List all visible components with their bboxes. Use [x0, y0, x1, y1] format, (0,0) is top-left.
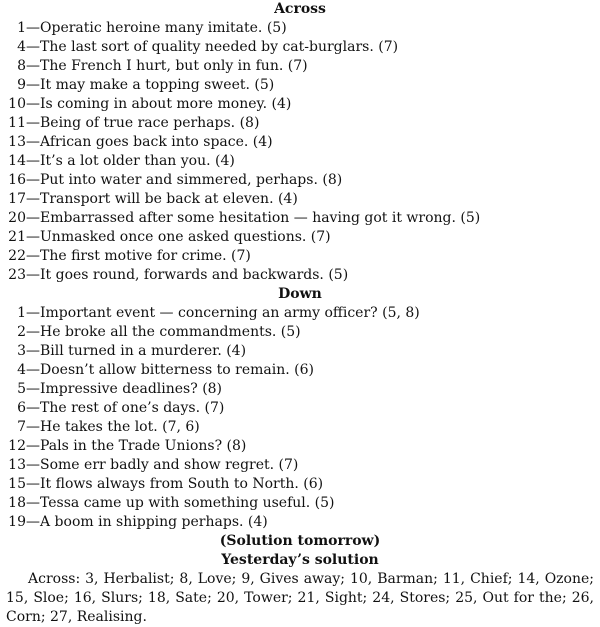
- down-clue-18: [6, 494, 594, 513]
- clue-dash: —: [26, 457, 40, 473]
- clue-dash: —: [26, 248, 40, 264]
- clue-text: Put into water and simmered, perhaps. (8): [40, 172, 343, 188]
- clue-number: 17: [8, 191, 26, 207]
- clue-dash: —: [26, 400, 40, 416]
- clue-dash: —: [26, 419, 40, 435]
- across-clue-4: [6, 38, 594, 57]
- down-clue-6: [6, 399, 594, 418]
- down-clue-4: [6, 361, 594, 380]
- clue-text: The first motive for crime. (7): [40, 248, 251, 264]
- down-clue-3: [6, 342, 594, 361]
- clue-number: 20: [8, 210, 26, 226]
- clue-dash: —: [26, 39, 40, 55]
- clue-number: 16: [8, 172, 26, 188]
- clue-text: Being of true race perhaps. (8): [40, 115, 260, 131]
- clue-text: Some err badly and show regret. (7): [40, 457, 299, 473]
- clue-number: 13: [8, 457, 26, 473]
- clue-dash: —: [26, 495, 40, 511]
- yesterday-solution-heading: Yesterday’s solution: [221, 552, 379, 568]
- across-clue-14: [6, 152, 594, 171]
- clue-number: 22: [8, 248, 26, 264]
- clue-number: 2: [17, 324, 26, 340]
- clue-number: 5: [17, 381, 26, 397]
- across-clue-20: [6, 209, 594, 228]
- clue-text: Unmasked once one asked questions. (7): [40, 229, 331, 245]
- across-clue-16: [6, 171, 594, 190]
- yesterday-solution-text: Across: 3, Herbalist; 8, Love; 9, Gives away; 10, Barman; 11, Chief; 14, Ozone; 15, Sloe; 16, Slurs; 18, Sate; 20, Tower; 21, Sight; 24, Stores; 25, Out for the; 26, Corn; 27, Realising.: [6, 571, 594, 625]
- clue-text: The last sort of quality needed by cat-burglars. (7): [40, 39, 399, 55]
- across-clue-21: [6, 228, 594, 247]
- clue-dash: —: [26, 115, 40, 131]
- clue-number: 12: [8, 438, 26, 454]
- clue-dash: —: [26, 153, 40, 169]
- down-heading: Down: [278, 286, 322, 302]
- clue-dash: —: [26, 324, 40, 340]
- clue-text: Embarrassed after some hesitation — having got it wrong. (5): [40, 210, 481, 226]
- clue-text: Operatic heroine many imitate. (5): [40, 20, 287, 36]
- clue-number: 11: [8, 115, 26, 131]
- down-clue-1: [6, 304, 594, 323]
- clue-dash: —: [26, 381, 40, 397]
- clue-dash: —: [26, 343, 40, 359]
- clue-text: African goes back into space. (4): [40, 134, 273, 150]
- clue-dash: —: [26, 191, 40, 207]
- clue-number: 9: [17, 77, 26, 93]
- clue-number: 4: [17, 39, 26, 55]
- clue-dash: —: [26, 134, 40, 150]
- across-heading: Across: [274, 1, 326, 17]
- clue-text: Tessa came up with something useful. (5): [40, 495, 335, 511]
- clue-number: 15: [8, 476, 26, 492]
- clue-text: A boom in shipping perhaps. (4): [40, 514, 268, 530]
- across-clue-13: [6, 133, 594, 152]
- down-clue-19: [6, 513, 594, 532]
- across-clue-8: [6, 57, 594, 76]
- clue-text: It’s a lot older than you. (4): [40, 153, 235, 169]
- clue-dash: —: [26, 20, 40, 36]
- clue-dash: —: [26, 476, 40, 492]
- clue-number: 18: [8, 495, 26, 511]
- clue-dash: —: [26, 229, 40, 245]
- clue-text: Is coming in about more money. (4): [40, 96, 292, 112]
- clue-number: 3: [17, 343, 26, 359]
- clue-text: The rest of one’s days. (7): [40, 400, 225, 416]
- clue-number: 10: [8, 96, 26, 112]
- clue-text: It flows always from South to North. (6): [40, 476, 324, 492]
- down-clue-12: [6, 437, 594, 456]
- across-clue-1: [6, 19, 594, 38]
- across-clue-23: [6, 266, 594, 285]
- clue-dash: —: [26, 305, 40, 321]
- clue-number: 23: [8, 267, 26, 283]
- clue-text: Bill turned in a murderer. (4): [40, 343, 247, 359]
- clue-dash: —: [26, 58, 40, 74]
- down-clue-list: [6, 304, 594, 532]
- clue-number: 1: [17, 305, 26, 321]
- clue-text: Important event — concerning an army officer? (5, 8): [40, 305, 420, 321]
- clue-text: He takes the lot. (7, 6): [40, 419, 200, 435]
- clue-number: 4: [17, 362, 26, 378]
- clue-number: 19: [8, 514, 26, 530]
- solution-block: [6, 532, 594, 627]
- down-clue-5: [6, 380, 594, 399]
- across-clue-17: [6, 190, 594, 209]
- down-clue-7: [6, 418, 594, 437]
- clue-dash: —: [26, 514, 40, 530]
- clue-text: He broke all the commandments. (5): [40, 324, 301, 340]
- clue-text: Pals in the Trade Unions? (8): [40, 438, 247, 454]
- clue-text: It goes round, forwards and backwards. (5): [40, 267, 349, 283]
- clue-text: Transport will be back at eleven. (4): [40, 191, 298, 207]
- clue-number: 8: [17, 58, 26, 74]
- clue-dash: —: [26, 438, 40, 454]
- down-clue-15: [6, 475, 594, 494]
- down-clue-2: [6, 323, 594, 342]
- clue-text: It may make a topping sweet. (5): [40, 77, 275, 93]
- across-clue-11: [6, 114, 594, 133]
- clue-number: 13: [8, 134, 26, 150]
- clue-dash: —: [26, 267, 40, 283]
- clue-number: 21: [8, 229, 26, 245]
- across-clue-22: [6, 247, 594, 266]
- clue-text: Doesn’t allow bitterness to remain. (6): [40, 362, 314, 378]
- clue-dash: —: [26, 77, 40, 93]
- clue-dash: —: [26, 362, 40, 378]
- clue-dash: —: [26, 210, 40, 226]
- clue-number: 1: [17, 20, 26, 36]
- clue-text: Impressive deadlines? (8): [40, 381, 223, 397]
- clue-number: 7: [17, 419, 26, 435]
- clue-text: The French I hurt, but only in fun. (7): [40, 58, 308, 74]
- across-clue-list: [6, 19, 594, 285]
- solution-note: (Solution tomorrow): [219, 533, 381, 549]
- across-clue-10: [6, 95, 594, 114]
- clue-number: 14: [8, 153, 26, 169]
- clue-number: 6: [17, 400, 26, 416]
- down-clue-13: [6, 456, 594, 475]
- clue-dash: —: [26, 172, 40, 188]
- clue-dash: —: [26, 96, 40, 112]
- across-clue-9: [6, 76, 594, 95]
